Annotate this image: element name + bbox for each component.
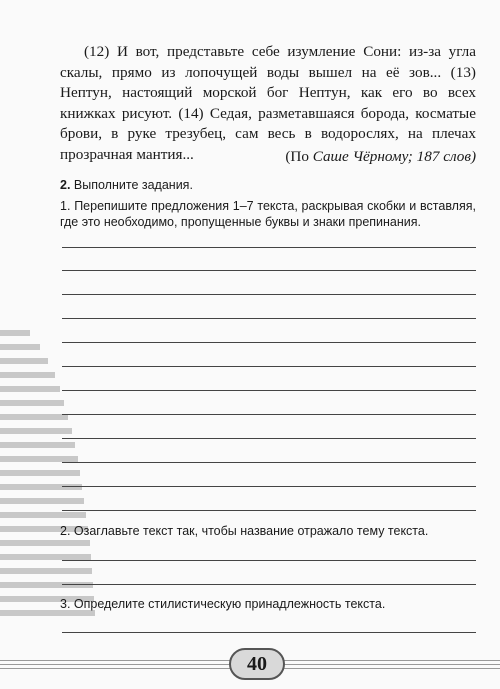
answer-line[interactable] bbox=[62, 560, 476, 561]
source-word-count: 187 слов) bbox=[412, 148, 476, 165]
answer-line[interactable] bbox=[62, 342, 476, 343]
answer-line[interactable] bbox=[62, 462, 476, 463]
task-3-text: 3. Определите стилистическую принадлежность текста. bbox=[60, 597, 386, 611]
answer-line[interactable] bbox=[62, 270, 476, 271]
task-2-text: 2. Озаглавьте текст так, чтобы название отражало тему текста. bbox=[60, 524, 429, 538]
decorative-stripes bbox=[0, 330, 95, 630]
answer-line[interactable] bbox=[62, 438, 476, 439]
answer-line[interactable] bbox=[62, 390, 476, 391]
page-number: 40 bbox=[247, 652, 267, 675]
source-prefix: (По bbox=[285, 148, 313, 165]
passage-text: (12) И вот, представьте себе изумление Сони: из-за угла скалы, прямо из лопочущей воды вышел на её зов... (13) Нептун, настоящий морской бог Нептун, как его во всех книжках рисуют. (14) Седая, разметавшаяся борода, косматые брови, в руке трезубец, сам весь в водорослях, на плечах прозрачная мантия... bbox=[60, 43, 476, 163]
passage bbox=[60, 42, 476, 165]
answer-line[interactable] bbox=[62, 366, 476, 367]
answer-line[interactable] bbox=[62, 414, 476, 415]
answer-line[interactable] bbox=[62, 510, 476, 511]
answer-line[interactable] bbox=[62, 486, 476, 487]
exercise-number: 2. bbox=[60, 178, 71, 192]
answer-line[interactable] bbox=[62, 247, 476, 248]
answer-line[interactable] bbox=[62, 318, 476, 319]
answer-line[interactable] bbox=[62, 584, 476, 585]
task-1-text: 1. Перепишите предложения 1–7 текста, раскрывая скобки и вставляя, где это необходимо, пропущенные буквы и знаки препинания. bbox=[60, 199, 476, 229]
source-attribution bbox=[285, 148, 476, 166]
exercise-title: Выполните задания. bbox=[70, 178, 193, 192]
answer-line[interactable] bbox=[62, 632, 476, 633]
page-number-badge bbox=[229, 648, 285, 680]
exercise-heading bbox=[60, 178, 193, 192]
answer-line[interactable] bbox=[62, 294, 476, 295]
source-author: Саше Чёрному; bbox=[312, 148, 413, 165]
